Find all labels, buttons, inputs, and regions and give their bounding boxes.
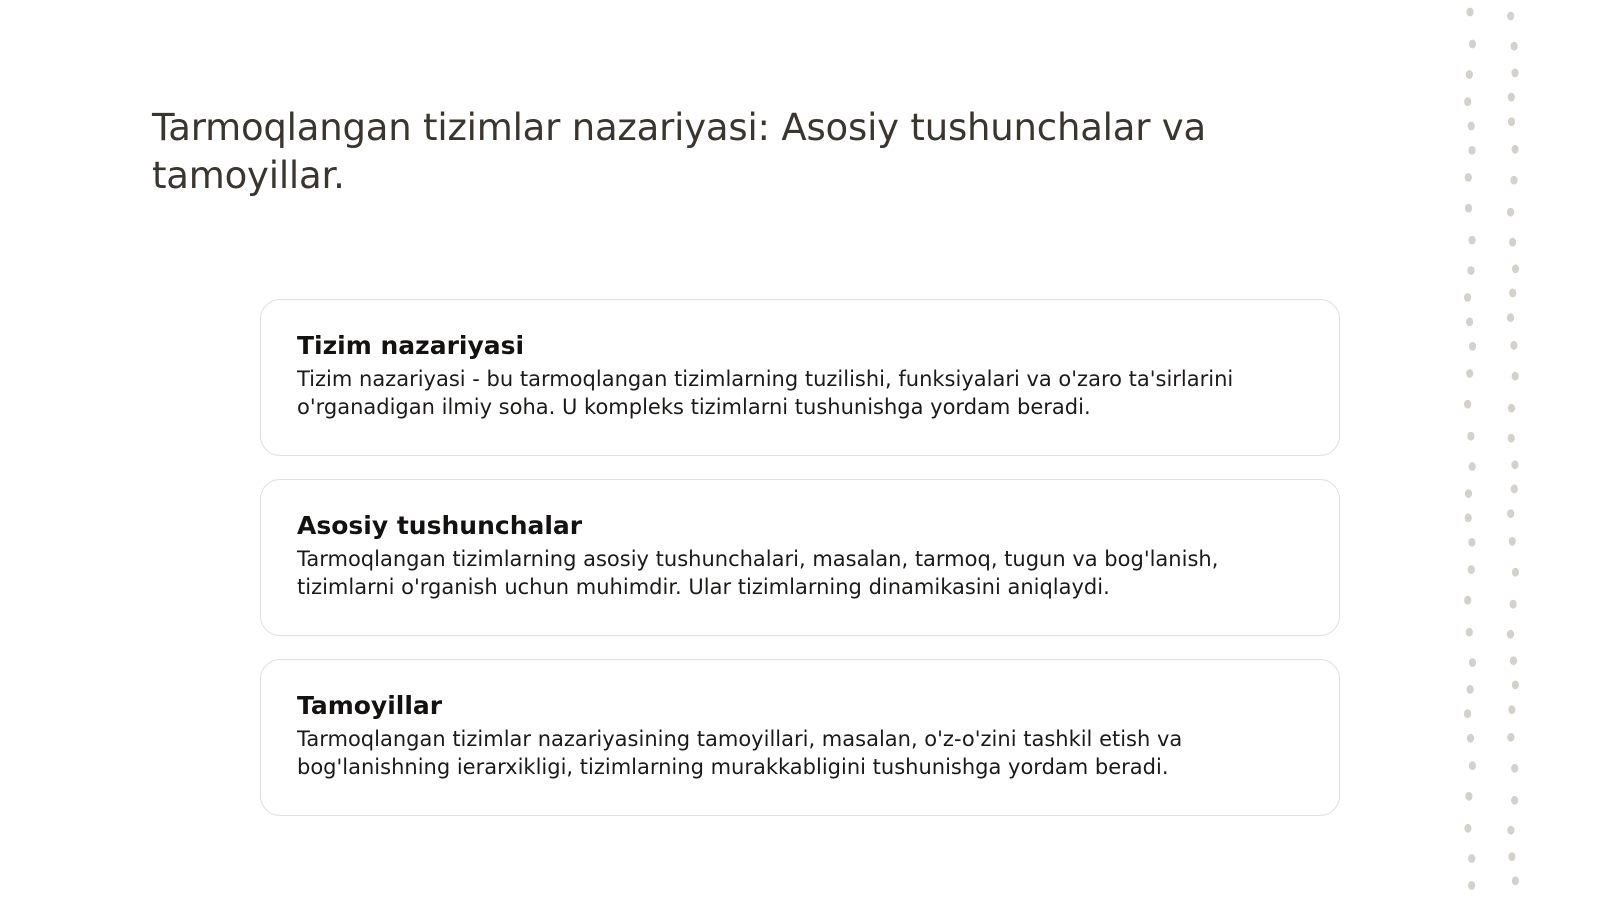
decor-dot <box>1507 630 1514 639</box>
decor-dot <box>1508 93 1515 102</box>
decor-dot <box>1464 709 1471 718</box>
card-text: Tizim nazariyasi - bu tarmoqlangan tizimlarning tuzilishi, funksiyalari va o'zaro ta'sirlarini o'rganadigan ilmiy soha. U kompleks tizimlarni tushunishga yordam beradi. <box>297 367 1234 419</box>
decor-dot <box>1512 876 1519 885</box>
decor-dot <box>1507 509 1514 518</box>
decor-dot <box>1466 8 1473 17</box>
card-heading: Tamoyillar <box>297 691 443 720</box>
decor-dot <box>1466 70 1473 79</box>
decor-dot <box>1512 568 1519 577</box>
decor-dot <box>1466 628 1473 637</box>
decor-dot <box>1466 369 1473 378</box>
decor-dot <box>1464 97 1471 106</box>
decor-dot <box>1507 12 1514 21</box>
decor-dot <box>1510 176 1517 185</box>
decor-dot <box>1511 764 1518 773</box>
decor-dot <box>1468 538 1475 547</box>
decor-dot <box>1464 293 1471 302</box>
decor-dot <box>1465 513 1472 522</box>
card-heading: Asosiy tushunchalar <box>297 511 583 540</box>
decor-dot <box>1469 40 1476 49</box>
card-text: Tarmoqlangan tizimlarning asosiy tushunchalari, masalan, tarmoq, tugun va bog'lanish, tizimlarni o'rganish uchun muhimdir. Ular tizimlarning dinamikasini aniqlaydi. <box>297 547 1219 599</box>
card-tamoyillar <box>260 659 1340 816</box>
decor-dot <box>1464 400 1471 409</box>
decor-dot <box>1507 826 1514 835</box>
decor-dot <box>1468 854 1475 863</box>
slide-title: Tarmoqlangan tizimlar nazariyasi: Asosiy tushunchalar va tamoyillar. <box>152 106 1206 197</box>
decor-dot <box>1510 600 1517 609</box>
decor-dot <box>1508 404 1515 413</box>
decor-dot <box>1508 852 1515 861</box>
decor-dot <box>1512 145 1519 154</box>
decor-dot <box>1511 42 1518 51</box>
decor-dot <box>1469 658 1476 667</box>
decor-dot <box>1511 69 1518 78</box>
decor-dot <box>1512 372 1519 381</box>
decor-dot <box>1467 266 1474 275</box>
decor-dot <box>1467 685 1474 694</box>
decor-dot <box>1469 236 1476 245</box>
card-asosiy-tushunchalar <box>260 479 1340 636</box>
decor-dot <box>1508 434 1515 443</box>
decor-dot <box>1465 792 1472 801</box>
decor-dot <box>1467 734 1474 743</box>
decor-dot <box>1511 796 1518 805</box>
decor-dot <box>1466 318 1473 327</box>
decor-dot <box>1509 238 1516 247</box>
decor-dot <box>1507 733 1514 742</box>
decor-dot <box>1465 173 1472 182</box>
decor-dot <box>1509 289 1516 298</box>
decor-dot <box>1464 824 1471 833</box>
decor-dot <box>1468 122 1475 131</box>
decor-dot <box>1512 681 1519 690</box>
decor-dot <box>1469 761 1476 770</box>
decor-dot <box>1511 485 1518 494</box>
decorative-dot-pattern <box>1440 0 1520 899</box>
card-tizim-nazariyasi <box>260 299 1340 456</box>
card-heading: Tizim nazariyasi <box>297 331 525 360</box>
decor-dot <box>1468 146 1475 155</box>
decor-dot <box>1512 264 1519 273</box>
decor-dot <box>1465 204 1472 213</box>
decor-dot <box>1508 705 1515 714</box>
decor-dot <box>1464 596 1471 605</box>
decor-dot <box>1509 537 1516 546</box>
decor-dot <box>1469 342 1476 351</box>
decor-dot <box>1510 341 1517 350</box>
decor-dot <box>1468 881 1475 890</box>
decor-dot <box>1467 432 1474 441</box>
decor-dot <box>1507 313 1514 322</box>
decor-dot <box>1507 208 1514 217</box>
decor-dot <box>1465 489 1472 498</box>
decor-dot <box>1510 656 1517 665</box>
card-text: Tarmoqlangan tizimlar nazariyasining tamoyillari, masalan, o'z-o'zini tashkil etish va bog'lanishning ierarxikligi, tizimlarning murakkabligini tushunishga yordam beradi. <box>297 727 1183 779</box>
decor-dot <box>1468 565 1475 574</box>
card-list <box>260 299 1340 839</box>
decor-dot <box>1508 117 1515 126</box>
decor-dot <box>1511 460 1518 469</box>
decor-dot <box>1469 462 1476 471</box>
